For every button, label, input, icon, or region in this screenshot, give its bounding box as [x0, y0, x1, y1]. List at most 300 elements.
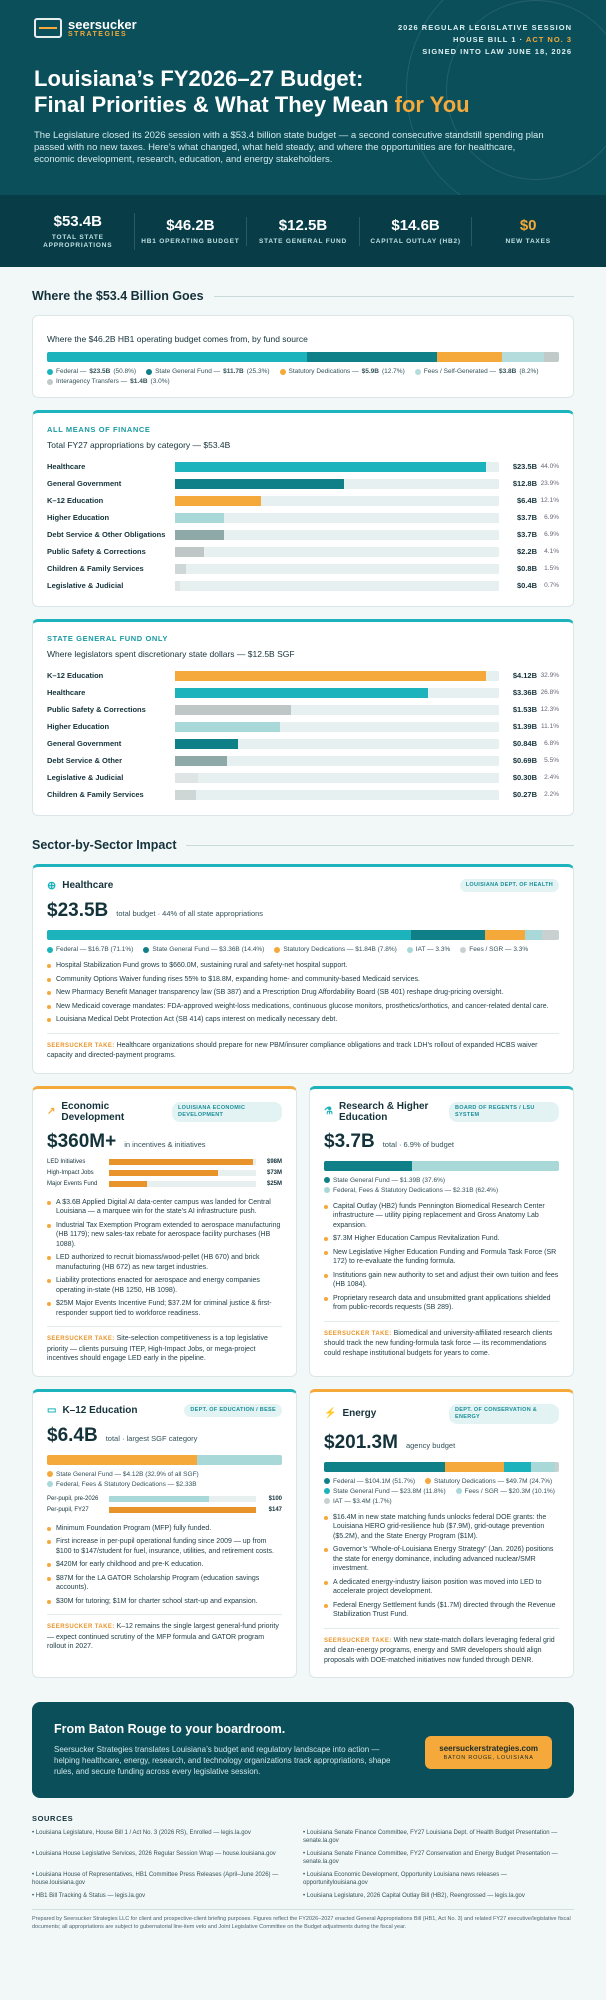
sector-name: K–12 Education	[62, 1404, 138, 1416]
bar-row	[47, 543, 559, 560]
source-item[interactable]: • HB1 Bill Tracking & Status — legis.la.gov	[32, 1893, 146, 1899]
bar-pct: 5.5%	[544, 757, 559, 764]
sector-desc: total · 6.9% of budget	[382, 1139, 455, 1149]
energy-legend	[324, 1478, 559, 1505]
bar-value: $0.30B	[512, 773, 537, 782]
bullet-item: $16.4M in new state matching funds unlocks federal DOE grants: the Louisiana HERO grid-resilience hub ($7.9M), grid-outage prevention ($5.2M), and the State Energy Program ($1M).	[324, 1513, 559, 1542]
bullet-item: Capital Outlay (HB2) funds Pennington Biomedical Research Center infrastructure — utility piping replacement and Gross Anatomy Lab expansion.	[324, 1202, 559, 1231]
bar-label: Public Safety & Corrections	[47, 705, 146, 714]
section-heading-sectors: Sector-by-Sector Impact	[32, 838, 574, 852]
agency-badge: LOUISIANA ECONOMIC DEVELOPMENT	[172, 1102, 282, 1122]
bar-pct: 6.9%	[544, 514, 559, 521]
legend-label: State General Fund — $23.8M (11.8%)	[333, 1487, 446, 1495]
bar-track	[175, 564, 499, 574]
bullet-item: Liability protections enacted for aerospace and energy companies operating in-state (HB 1250, HB 1098).	[47, 1276, 282, 1295]
bar-fill	[175, 688, 428, 698]
legend-label: State General Fund — $4.12B (32.9% of all SGF)	[56, 1470, 199, 1478]
legend-item	[47, 378, 170, 385]
legend-item	[47, 946, 133, 953]
hero-banner	[0, 0, 606, 195]
mini-bar-value: $25M	[266, 1181, 282, 1187]
sector-desc: agency budget	[405, 1440, 456, 1450]
mini-bar-label: Per-pupil, pre-2026	[47, 1496, 99, 1502]
stat-value: $12.5B	[278, 216, 328, 234]
legend-label: Federal, Fees & Statutory Dedications — $2.33B	[56, 1480, 197, 1488]
agency-badge: DEPT. OF EDUCATION / BESE	[184, 1404, 282, 1417]
source-item[interactable]: • Louisiana House of Representatives, HB1 Committee Press Releases (April–June 2026) — house.louisiana.gov	[32, 1872, 279, 1886]
stats-strip	[0, 195, 606, 267]
legend-label: Statutory Dedications — $49.7M (24.7%)	[434, 1477, 553, 1485]
mini-bar-label: High-Impact Jobs	[47, 1170, 94, 1176]
bar-value: $23.5B	[512, 462, 537, 471]
bar-row	[47, 752, 559, 769]
mini-bar-value: $147	[268, 1507, 282, 1513]
session-signed: SIGNED INTO LAW JUNE 18, 2026	[422, 47, 572, 56]
sector-total: $360M+	[47, 1130, 117, 1152]
flask-icon: ⚗	[324, 1106, 333, 1117]
agency-badge: DEPT. OF CONSERVATION & ENERGY	[449, 1404, 559, 1424]
legend-value: $1.4B	[130, 378, 148, 385]
sector-total: $6.4B	[47, 1424, 98, 1446]
legend-label: Interagency Transfers —	[56, 378, 128, 385]
bar-value: $2.2B	[516, 547, 537, 556]
legend-item	[324, 1187, 498, 1194]
health-legend	[47, 946, 559, 953]
bar-label: Debt Service & Other	[47, 756, 123, 765]
bar-pct: 11.1%	[541, 723, 559, 730]
page-title: Louisiana’s FY2026–27 Budget: Final Priorities & What They Mean for You	[34, 66, 470, 117]
bar-track	[175, 547, 499, 557]
fund-segment	[544, 352, 559, 362]
bar-label: Legislative & Judicial	[47, 773, 124, 782]
bar-track	[175, 513, 499, 523]
legend-pct: (50.8%)	[113, 368, 137, 375]
bar-label: K–12 Education	[47, 496, 104, 505]
bar-label: Legislative & Judicial	[47, 581, 124, 590]
stat-item	[360, 217, 473, 246]
bar-label: Higher Education	[47, 722, 110, 731]
fund-source-title: Where the $46.2B HB1 operating budget comes from, by fund source	[47, 334, 308, 344]
bar-pct: 32.9%	[540, 672, 559, 679]
bullet-item: First increase in per-pupil operational funding since 2009 — up from $100 to $147/student for fuel, insurance, utilities, and retirement costs.	[47, 1537, 282, 1556]
legend-label: State General Fund —	[155, 368, 221, 375]
legend-swatch	[415, 369, 421, 375]
legend-swatch	[324, 1187, 330, 1193]
legend-value: $5.9B	[361, 368, 379, 375]
stat-value: $46.2B	[166, 216, 215, 234]
bullet-item: New Pharmacy Benefit Manager transparency law (SB 387) and a Prescription Drug Affordability Board (SB 401) reshape drug-pricing oversight.	[47, 988, 559, 998]
seersucker-take: SEERSUCKER TAKE: Healthcare organizations should prepare for new PBM/insurer compliance obligations and track LDH’s rollout of expanded HCBS waiver capacity and directed-payment programs.	[47, 1033, 559, 1061]
agency-badge: BOARD OF REGENTS / LSU SYSTEM	[449, 1102, 559, 1122]
bar-track	[175, 479, 499, 489]
mini-bar-value: $73M	[266, 1170, 282, 1176]
bar-pct: 12.1%	[540, 497, 559, 504]
mini-bar-row	[47, 1168, 282, 1179]
bar-track	[175, 739, 499, 749]
bar-fill	[175, 773, 198, 783]
legend-swatch	[324, 1478, 330, 1484]
legend-pct: (8.2%)	[519, 368, 539, 375]
sector-desc: in incentives & initiatives	[124, 1139, 206, 1149]
legend-item	[415, 368, 539, 375]
mini-bar-row	[47, 1494, 282, 1505]
source-item[interactable]: • Louisiana House Legislative Services, 2026 Regular Session Wrap — house.louisiana.gov	[32, 1851, 276, 1857]
bar-row	[47, 475, 559, 492]
bar-value: $6.4B	[516, 496, 537, 505]
lightning-icon: ⚡	[324, 1408, 337, 1419]
bar-value: $1.39B	[512, 722, 537, 731]
bullet-item: $30M for tutoring; $1M for charter school start-up and expansion.	[47, 1597, 282, 1607]
mini-bar-value: $98M	[266, 1159, 282, 1165]
legend-swatch	[456, 1488, 462, 1494]
bullet-item: New Medicaid coverage mandates: FDA-approved weight-loss medications, continuous glucose monitors, prosthetics/orthotics, and cancer-related dental care.	[47, 1002, 559, 1012]
bar-track	[175, 688, 499, 698]
mini-bar-row	[47, 1505, 282, 1516]
source-item[interactable]: • Louisiana Legislature, 2026 Capital Outlay Bill (HB2), Reengrossed — legis.la.gov	[303, 1893, 525, 1899]
logo-icon	[34, 18, 62, 38]
bullet-item: LED authorized to recruit biomass/wood-pellet (HB 670) and brick manufacturing (HB 672) as new target industries.	[47, 1253, 282, 1272]
bar-value: $12.8B	[512, 479, 537, 488]
legend-label: State General Fund — $3.36B (14.4%)	[152, 946, 265, 953]
legend-swatch	[47, 369, 53, 375]
legend-item	[47, 1481, 197, 1488]
research-card	[309, 1086, 574, 1377]
bar-label: General Government	[47, 479, 122, 488]
bullet-item: Industrial Tax Exemption Program extended to aerospace manufacturing (HB 1179); new sales-tax rebate for aerospace facility purchases (HB 1088).	[47, 1221, 282, 1250]
bar-track	[175, 722, 499, 732]
bar-row	[47, 684, 559, 701]
bullet-item: Federal Energy Settlement funds ($1.7M) directed through the Revenue Stabilization Trust Fund.	[324, 1601, 559, 1620]
bullet-item: Proprietary research data and unsubmitted grant applications shielded from public-records requests (SB 289).	[324, 1294, 559, 1313]
bar-label: Children & Family Services	[47, 564, 144, 573]
health-bullets	[47, 961, 559, 1025]
k12-stack-bar	[47, 1455, 282, 1465]
bar-pct: 2.4%	[544, 774, 559, 781]
legend-item	[324, 1498, 392, 1505]
legend-swatch	[47, 1471, 53, 1477]
bar-label: Public Safety & Corrections	[47, 547, 146, 556]
legend-label: Statutory Dedications —	[288, 368, 359, 375]
stat-label: TOTAL STATE APPROPRIATIONS	[43, 233, 113, 249]
fund-stack-bar	[47, 352, 559, 362]
sector-name: Energy	[342, 1408, 377, 1419]
bar-value: $3.7B	[516, 530, 537, 539]
plus-circle-icon: ⊕	[47, 880, 57, 892]
sector-total: $3.7B	[324, 1130, 375, 1152]
bar-value: $0.84B	[512, 739, 537, 748]
bar-fill	[175, 790, 196, 800]
sources-section	[0, 1814, 606, 1931]
bar-value: $4.12B	[512, 671, 537, 680]
energy-stack-bar	[324, 1462, 559, 1472]
mini-bar-label: LED Initiatives	[47, 1159, 86, 1165]
mini-bar-label: Per-pupil, FY27	[47, 1507, 89, 1513]
legend-pct: (12.7%)	[381, 368, 405, 375]
footer-disclaimer: Prepared by Seersucker Strategies LLC for client and prospective-client briefing purposes. Figures reflect the FY2026–2027 enacted General Appropriations Bill (HB1, Act No. 3) and related FY27 executive/legislative fiscal documents; all appropriations are subject to gubernatorial line-item veto and Joint Legislative Committee on the Budget adjustments during the fiscal year.	[32, 1909, 574, 1931]
legend-label: Federal — $104.1M (51.7%)	[333, 1477, 416, 1485]
seersucker-take: SEERSUCKER TAKE: K–12 remains the single largest general-fund priority — expect continued scrutiny of the MFP formula and GATOR program rollout in 2027.	[47, 1614, 282, 1652]
bar-label: General Government	[47, 739, 122, 748]
bar-fill	[175, 479, 344, 489]
legend-swatch	[324, 1488, 330, 1494]
mini-bar-fill	[109, 1496, 209, 1502]
legend-label: IAT — $3.4M (1.7%)	[333, 1497, 392, 1505]
bullet-item: Institutions gain new authority to set and adjust their own tuition and fees (HB 1084).	[324, 1271, 559, 1290]
bar-fill	[175, 513, 224, 523]
bar-fill	[175, 462, 486, 472]
econ-bullets	[47, 1198, 282, 1319]
bar-pct: 44.0%	[540, 463, 559, 470]
bar-fill	[175, 581, 180, 591]
k12-card	[32, 1389, 297, 1679]
legend-swatch	[324, 1498, 330, 1504]
sgf-card	[32, 619, 574, 816]
seersucker-take: SEERSUCKER TAKE: With new state-match dollars leveraging federal grid and clean-energy programs, energy and SMR developers should align proposals with DOE-matched initiatives now funded through DENR.	[324, 1628, 559, 1666]
brand-sub: STRATEGIES	[68, 30, 128, 38]
econ-dev-card	[32, 1086, 297, 1377]
bullet-item: $7.3M Higher Education Campus Revitalization Fund.	[324, 1234, 559, 1244]
bar-row	[47, 667, 559, 684]
bullet-item: $25M Major Events Incentive Fund; $37.2M for criminal justice & first-responder support tied to workforce readiness.	[47, 1299, 282, 1318]
bar-value: $3.7B	[516, 513, 537, 522]
research-stack-bar	[324, 1161, 559, 1171]
legend-item	[274, 946, 396, 953]
bar-value: $0.69B	[512, 756, 537, 765]
legend-label: State General Fund — $1.39B (37.6%)	[333, 1176, 446, 1184]
fund-segment	[307, 352, 437, 362]
website-button[interactable]: seersuckerstrategies.com BATON ROUGE, LOUISIANA	[425, 1736, 552, 1769]
bar-fill	[175, 705, 291, 715]
stat-label: STATE GENERAL FUND	[258, 237, 348, 245]
bar-pct: 2.2%	[544, 791, 559, 798]
legend-pct: (25.3%)	[246, 368, 270, 375]
legend-swatch	[407, 947, 413, 953]
bar-label: Healthcare	[47, 688, 86, 697]
mini-bar-row	[47, 1157, 282, 1168]
section-heading-allocation: Where the $53.4 Billion Goes	[32, 289, 574, 303]
bar-row	[47, 492, 559, 509]
legend-item	[324, 1488, 446, 1495]
legend-label: Fees / SGR — 3.3%	[469, 946, 529, 953]
bar-pct: 6.8%	[544, 740, 559, 747]
bar-track	[175, 581, 499, 591]
session-act: ACT NO. 3	[525, 35, 572, 44]
legend-item	[47, 368, 136, 375]
seersucker-take: SEERSUCKER TAKE: Site-selection competitiveness is a top legislative priority — clients pursuing ITEP, High-Impact Jobs, or mega-project incentives should engage LED early in the pipeline.	[47, 1326, 282, 1364]
bar-track	[175, 496, 499, 506]
mini-bar-track	[109, 1181, 256, 1187]
bar-row	[47, 718, 559, 735]
bar-track	[175, 756, 499, 766]
legend-item	[146, 368, 269, 375]
legend-swatch	[280, 369, 286, 375]
bar-row	[47, 458, 559, 475]
k12-legend	[47, 1471, 282, 1488]
bar-fill	[175, 671, 486, 681]
bullet-item: A $3.6B Applied Digital AI data-center campus was landed for Central Louisiana — a marquee win for the state’s AI infrastructure push.	[47, 1198, 282, 1217]
bar-row	[47, 526, 559, 543]
sector-total: $23.5B	[47, 900, 109, 921]
trend-up-icon: ↗	[47, 1106, 56, 1117]
fund-legend	[47, 368, 559, 385]
bar-fill	[175, 496, 261, 506]
bar-fill	[175, 547, 204, 557]
legend-item	[143, 946, 264, 953]
stat-label: NEW TAXES	[505, 237, 551, 245]
stat-item	[135, 217, 248, 246]
bar-pct: 4.1%	[544, 548, 559, 555]
legend-label: Fees / SGR — $20.3M (10.1%)	[464, 1487, 555, 1495]
stat-label: CAPITAL OUTLAY (HB2)	[370, 237, 461, 245]
legend-value: $23.5B	[89, 368, 111, 375]
legend-swatch	[47, 947, 53, 953]
legend-label: Federal, Fees & Statutory Dedications — $2.31B (62.4%)	[333, 1186, 499, 1194]
legend-value: $3.8B	[499, 368, 517, 375]
stat-value: $0	[519, 216, 537, 234]
legend-item	[324, 1177, 445, 1184]
bar-fill	[175, 739, 238, 749]
research-bullets	[324, 1202, 559, 1313]
cta-body: Seersucker Strategies translates Louisiana’s budget and regulatory landscape into action — helping healthcare, energy, research, and technology organizations track appropriations, shape rules, and secure funding across every legislative session.	[54, 1745, 391, 1776]
fund-segment	[437, 352, 502, 362]
mini-bar-track	[109, 1507, 256, 1513]
cta-title: From Baton Rouge to your boardroom.	[54, 1722, 286, 1736]
bullet-item: Governor’s “Whole-of-Louisiana Energy Strategy” (Jan. 2026) positions the state for energy dominance, including advanced nuclear/SMR investment.	[324, 1545, 559, 1574]
laptop-icon: ▭	[47, 1404, 57, 1416]
stat-value: $53.4B	[53, 212, 102, 230]
sector-total: $201.3M	[324, 1431, 398, 1453]
bar-row	[47, 735, 559, 752]
bar-value: $0.27B	[512, 790, 537, 799]
mini-bar-value: $100	[268, 1496, 282, 1502]
sector-name: Healthcare	[62, 880, 114, 891]
bar-track	[175, 671, 499, 681]
session-bill: HOUSE BILL 1 ·	[452, 35, 526, 44]
legend-label: Federal — $16.7B (71.1%)	[56, 946, 134, 953]
agency-badge: LOUISIANA DEPT. OF HEALTH	[460, 879, 559, 892]
card-caption: STATE GENERAL FUND ONLY	[47, 634, 169, 643]
stat-item	[472, 217, 584, 246]
bar-track	[175, 790, 499, 800]
sector-desc: total budget · 44% of all state appropriations	[116, 909, 264, 918]
sector-desc: total · largest SGF category	[105, 1433, 198, 1443]
cta-banner	[32, 1702, 574, 1798]
bar-label: K–12 Education	[47, 671, 104, 680]
bar-value: $0.4B	[516, 581, 537, 590]
bar-track	[175, 530, 499, 540]
bar-label: Higher Education	[47, 513, 110, 522]
bar-label: Debt Service & Other Obligations	[47, 530, 166, 539]
bar-row	[47, 577, 559, 594]
source-item[interactable]: • Louisiana Legislature, House Bill 1 / Act No. 3 (2026 RS), Enrolled — legis.la.gov	[32, 1830, 251, 1836]
bar-label: Children & Family Services	[47, 790, 144, 799]
legend-label: IAT — 3.3%	[415, 946, 451, 953]
bar-fill	[175, 722, 280, 732]
bullet-item: Louisiana Medical Debt Protection Act (SB 414) caps interest on medically necessary debt.	[47, 1015, 559, 1025]
legend-swatch	[324, 1177, 330, 1183]
source-item[interactable]: • Louisiana Senate Finance Committee, FY27 Louisiana Dept. of Health Budget Presentation — senate.la.gov	[303, 1830, 558, 1844]
mini-bar-row	[47, 1179, 282, 1190]
stat-label: HB1 OPERATING BUDGET	[141, 237, 240, 245]
mini-bar-fill	[109, 1181, 147, 1187]
sector-name: Economic Development	[61, 1100, 125, 1123]
health-stack-bar	[47, 930, 559, 940]
mini-bar-fill	[109, 1507, 256, 1513]
legend-item	[280, 368, 405, 375]
mini-bar-label: Major Events Fund	[47, 1181, 98, 1187]
mini-bar-track	[109, 1159, 256, 1165]
source-item[interactable]: • Louisiana Economic Development, Opportunity Louisiana news releases — opportunitylouisiana.gov	[303, 1872, 507, 1886]
legend-swatch	[146, 369, 152, 375]
legend-swatch	[47, 1481, 53, 1487]
stat-item	[247, 217, 360, 246]
energy-card	[309, 1389, 574, 1679]
legend-label: Fees / Self-Generated —	[423, 368, 496, 375]
bar-track	[175, 462, 499, 472]
legend-item	[47, 1471, 199, 1478]
legend-item	[425, 1478, 552, 1485]
bar-row	[47, 701, 559, 718]
bar-pct: 1.5%	[544, 565, 559, 572]
all-means-card	[32, 410, 574, 607]
bar-row	[47, 786, 559, 803]
bullet-item: $420M for early childhood and pre-K education.	[47, 1560, 282, 1570]
source-item[interactable]: • Louisiana Senate Finance Committee, FY27 Conservation and Energy Budget Presentation — senate.la.gov	[303, 1851, 558, 1865]
brand-name: seersucker	[68, 16, 137, 32]
legend-swatch	[143, 947, 149, 953]
legend-pct: (3.0%)	[150, 378, 170, 385]
legend-swatch	[425, 1478, 431, 1484]
bullet-item: New Legislative Higher Education Funding and Formula Task Force (SR 172) to re-evaluate the funding formula.	[324, 1248, 559, 1267]
bar-track	[175, 705, 499, 715]
legend-swatch	[47, 379, 53, 385]
intro-text: The Legislature closed its 2026 session with a $53.4 billion state budget — a second consecutive standstill spending plan passed with no new taxes. Here’s what changed, what held steady, and where the opportunities are for healthcare, economic development, research, education, and energy stakeholders.	[34, 130, 544, 165]
bar-track	[175, 773, 499, 783]
bar-label: Healthcare	[47, 462, 86, 471]
mini-bar-track	[109, 1496, 256, 1502]
bullet-item: Hospital Stabilization Fund grows to $660.0M, sustaining rural and safety-net hospital support.	[47, 961, 559, 971]
legend-item	[456, 1488, 555, 1495]
mini-bar-fill	[109, 1159, 253, 1165]
k12-bullets	[47, 1524, 282, 1607]
legend-swatch	[460, 947, 466, 953]
mini-bar-track	[109, 1170, 256, 1176]
sector-name: Research & Higher Education	[338, 1100, 429, 1123]
bullet-item: A dedicated energy-industry liaison position was moved into LED to accelerate project development.	[324, 1578, 559, 1597]
bar-value: $0.8B	[516, 564, 537, 573]
legend-item	[324, 1478, 415, 1485]
mini-bar-fill	[109, 1170, 218, 1176]
energy-bullets	[324, 1513, 559, 1620]
bar-value: $1.53B	[512, 705, 537, 714]
card-caption: ALL MEANS OF FINANCE	[47, 425, 151, 434]
stat-value: $14.6B	[391, 216, 440, 234]
fund-source-card	[32, 315, 574, 398]
fund-segment	[47, 352, 307, 362]
legend-item	[460, 946, 528, 953]
bar-value: $3.36B	[512, 688, 537, 697]
legend-item	[407, 946, 450, 953]
bullet-item: Minimum Foundation Program (MFP) fully funded.	[47, 1524, 282, 1534]
bar-pct: 26.8%	[540, 689, 559, 696]
bar-fill	[175, 530, 224, 540]
bar-pct: 12.3%	[540, 706, 559, 713]
legend-value: $11.7B	[223, 368, 244, 375]
research-legend	[324, 1177, 559, 1194]
fund-segment	[502, 352, 544, 362]
healthcare-card	[32, 864, 574, 1074]
legend-label: Federal —	[56, 368, 87, 375]
